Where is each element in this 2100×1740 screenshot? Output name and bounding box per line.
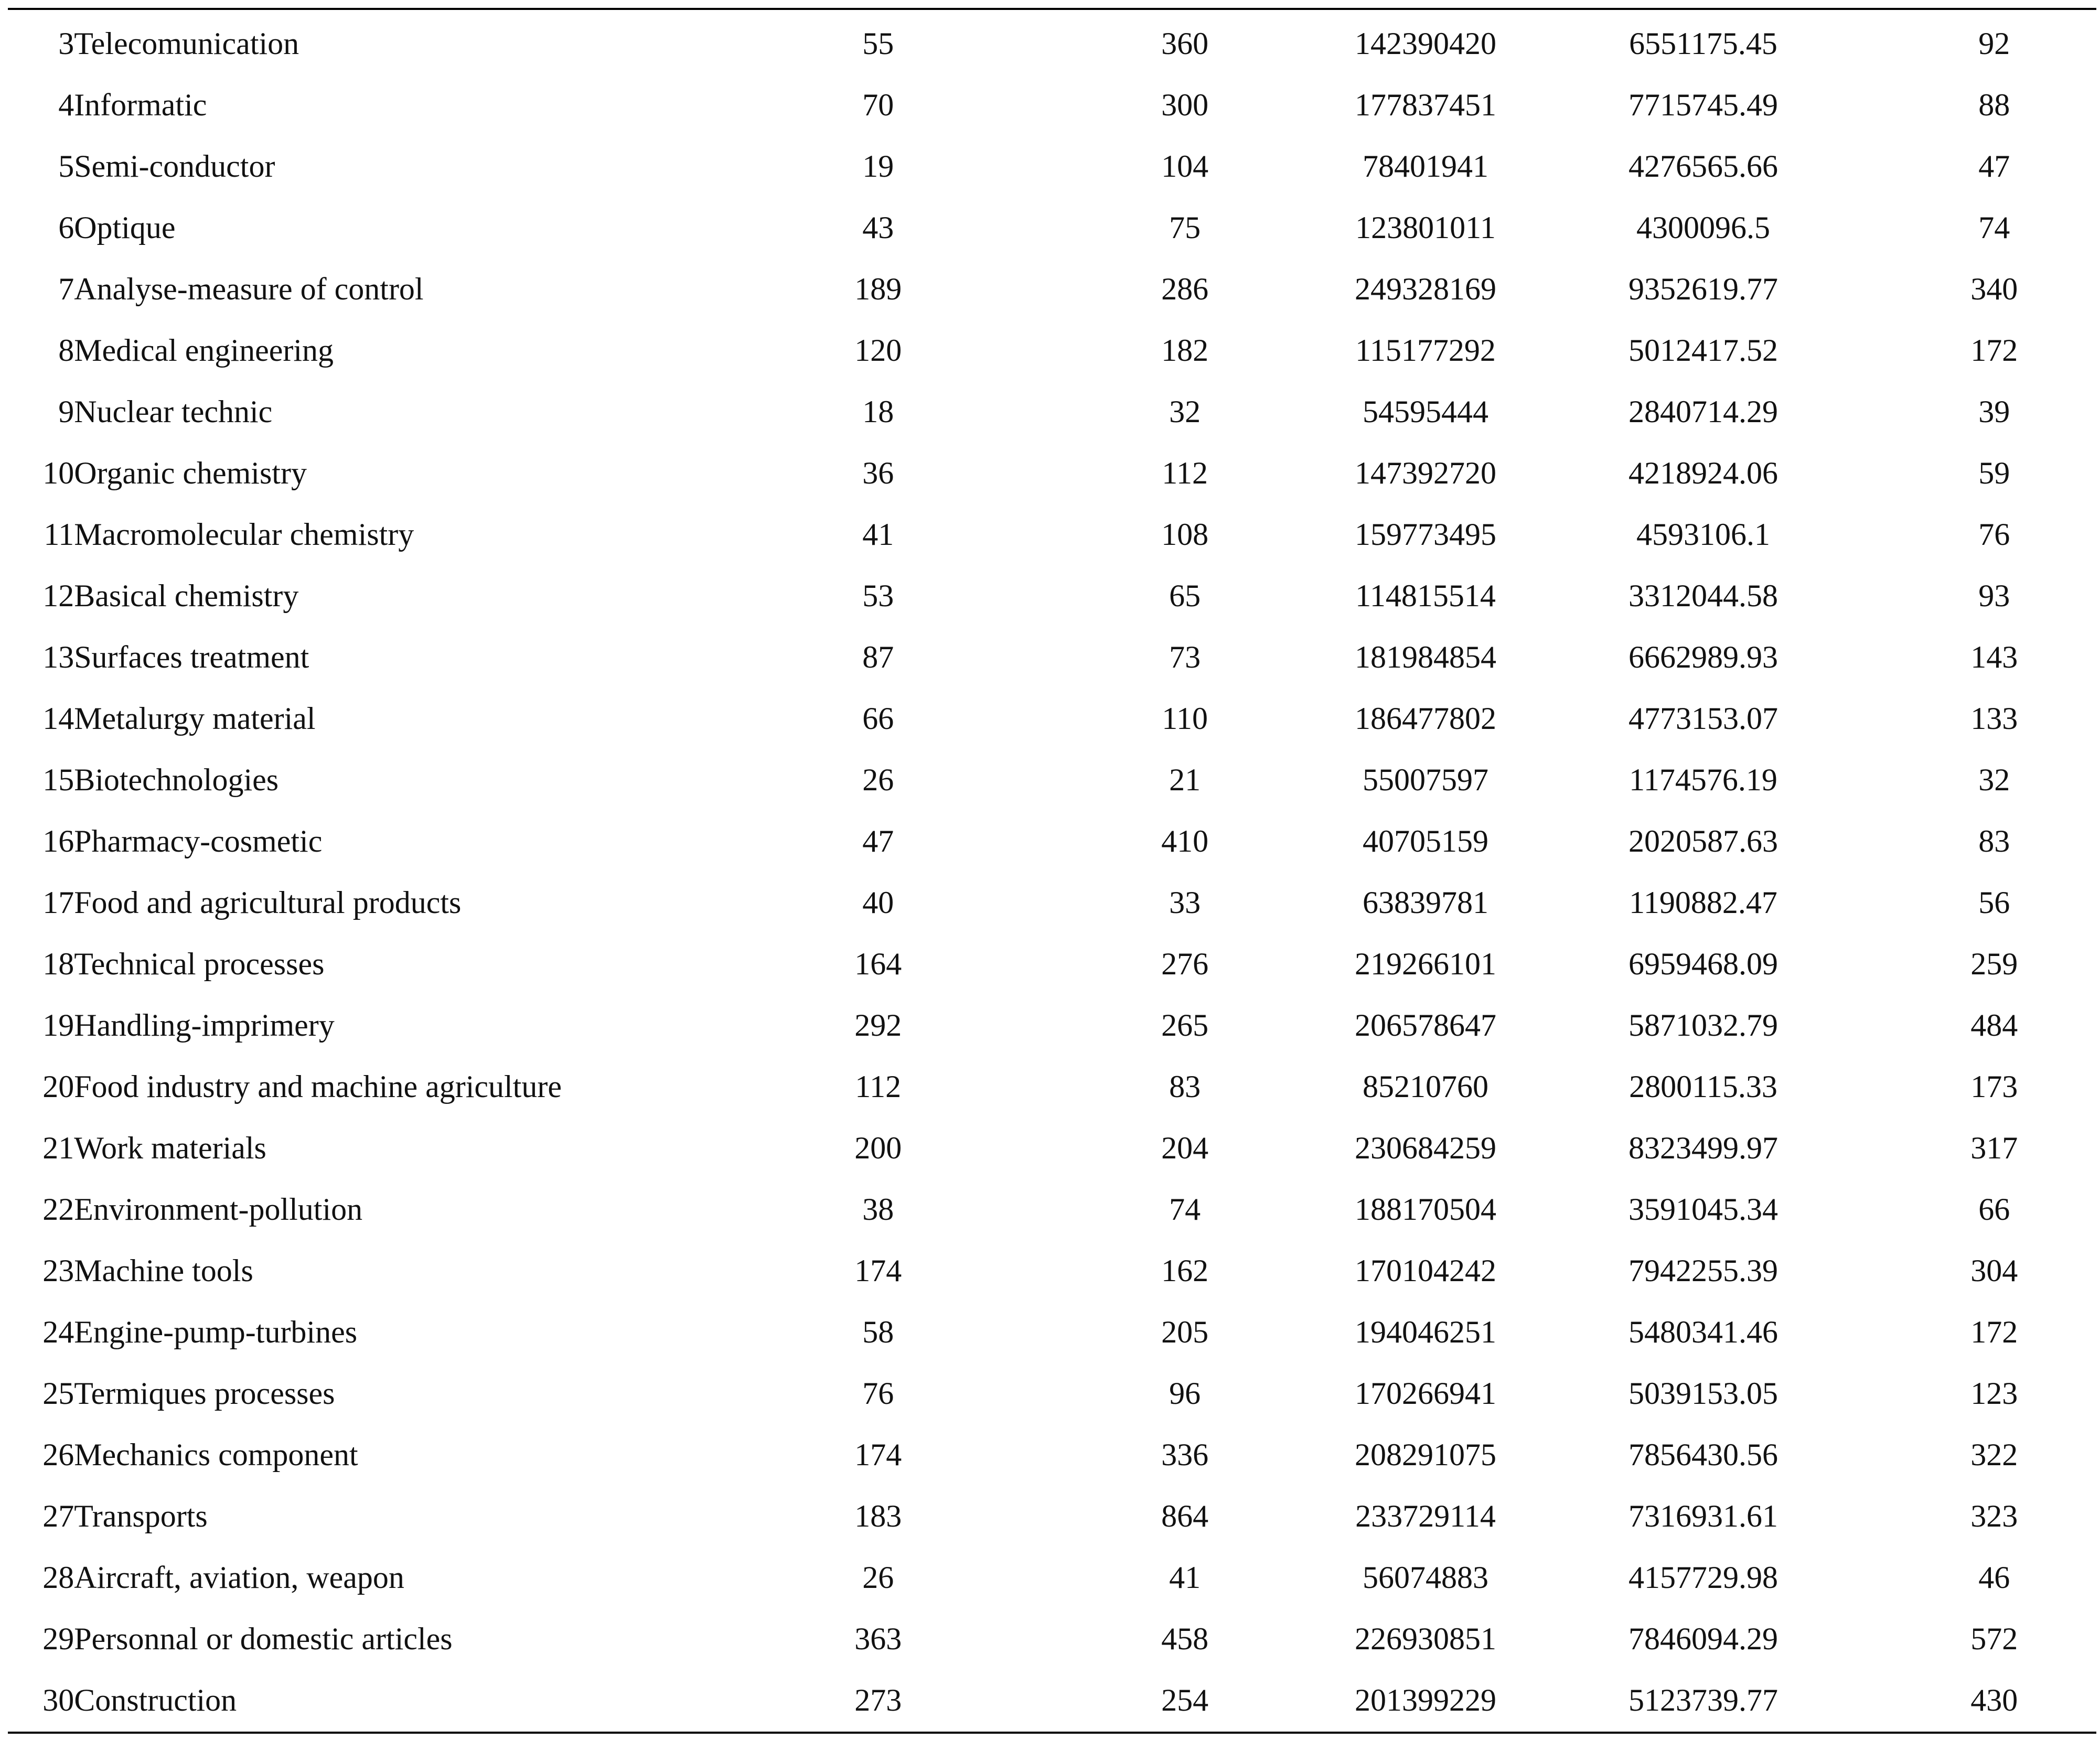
value-col-3-cell: 40705159 [1363, 823, 1489, 858]
sector-name-cell: Organic chemistry [74, 455, 307, 490]
value-col-3-cell: 206578647 [1355, 1007, 1497, 1043]
value-col-4-cell: 5123739.77 [1628, 1682, 1778, 1717]
row-index-cell: 5 [58, 148, 74, 184]
row-index-cell: 15 [42, 762, 74, 797]
row-index-cell: 27 [42, 1498, 74, 1533]
value-col-3-cell: 123801011 [1355, 210, 1496, 245]
row-index-cell: 4 [58, 87, 74, 122]
row-index-cell: 9 [58, 394, 74, 429]
table-row [0, 565, 2100, 626]
table-row [0, 1362, 2100, 1424]
value-col-5-cell: 47 [1978, 148, 2010, 184]
value-col-4-cell: 2020587.63 [1628, 823, 1778, 858]
value-col-3-cell: 142390420 [1355, 26, 1497, 61]
table-row [0, 442, 2100, 503]
row-index-cell: 14 [42, 701, 74, 736]
sector-name-cell: Aircraft, aviation, weapon [74, 1560, 404, 1595]
row-index-cell: 21 [42, 1130, 74, 1165]
value-col-2-cell: 32 [1169, 394, 1201, 429]
value-col-3-cell: 186477802 [1355, 701, 1497, 736]
value-col-2-cell: 410 [1161, 823, 1209, 858]
value-col-5-cell: 46 [1978, 1560, 2010, 1595]
row-index-cell: 18 [42, 946, 74, 981]
value-col-4-cell: 6551175.45 [1629, 26, 1777, 61]
sector-name-cell: Machine tools [74, 1253, 253, 1288]
value-col-1-cell: 273 [854, 1682, 902, 1717]
value-col-4-cell: 6959468.09 [1628, 946, 1778, 981]
sector-name-cell: Technical processes [74, 946, 325, 981]
value-col-5-cell: 93 [1978, 578, 2010, 613]
row-index-cell: 24 [42, 1314, 74, 1349]
value-col-4-cell: 7846094.29 [1628, 1621, 1778, 1656]
table-row [0, 1240, 2100, 1301]
value-col-1-cell: 87 [862, 639, 894, 674]
value-col-1-cell: 38 [862, 1191, 894, 1227]
value-col-2-cell: 204 [1161, 1130, 1209, 1165]
row-index-cell: 10 [42, 455, 74, 490]
sector-name-cell: Pharmacy-cosmetic [74, 823, 323, 858]
value-col-5-cell: 32 [1978, 762, 2010, 797]
value-col-3-cell: 226930851 [1355, 1621, 1497, 1656]
value-col-5-cell: 572 [1970, 1621, 2018, 1656]
value-col-1-cell: 47 [862, 823, 894, 858]
value-col-1-cell: 36 [862, 455, 894, 490]
value-col-5-cell: 323 [1970, 1498, 2018, 1533]
value-col-1-cell: 112 [855, 1069, 902, 1104]
value-col-1-cell: 19 [862, 148, 894, 184]
table-row [0, 1117, 2100, 1178]
value-col-4-cell: 7942255.39 [1628, 1253, 1778, 1288]
value-col-4-cell: 5039153.05 [1628, 1376, 1778, 1411]
sector-name-cell: Food industry and machine agriculture [74, 1069, 562, 1104]
value-col-4-cell: 4593106.1 [1636, 517, 1770, 552]
value-col-4-cell: 4300096.5 [1636, 210, 1770, 245]
value-col-2-cell: 74 [1169, 1191, 1201, 1227]
row-index-cell: 8 [58, 332, 74, 368]
table-row [0, 1178, 2100, 1240]
value-col-4-cell: 7856430.56 [1628, 1437, 1778, 1472]
value-col-5-cell: 83 [1978, 823, 2010, 858]
value-col-2-cell: 205 [1161, 1314, 1209, 1349]
value-col-3-cell: 219266101 [1355, 946, 1497, 981]
value-col-3-cell: 170104242 [1355, 1253, 1497, 1288]
value-col-3-cell: 159773495 [1355, 517, 1497, 552]
value-col-1-cell: 164 [854, 946, 902, 981]
value-col-1-cell: 40 [862, 885, 894, 920]
value-col-3-cell: 208291075 [1355, 1437, 1497, 1472]
value-col-3-cell: 115177292 [1355, 332, 1496, 368]
value-col-3-cell: 177837451 [1355, 87, 1497, 122]
table-row [0, 810, 2100, 872]
value-col-4-cell: 4276565.66 [1628, 148, 1778, 184]
value-col-1-cell: 18 [862, 394, 894, 429]
value-col-5-cell: 304 [1970, 1253, 2018, 1288]
value-col-5-cell: 56 [1978, 885, 2010, 920]
value-col-1-cell: 58 [862, 1314, 894, 1349]
value-col-4-cell: 5871032.79 [1628, 1007, 1778, 1043]
value-col-5-cell: 172 [1970, 332, 2018, 368]
value-col-1-cell: 26 [862, 762, 894, 797]
value-col-5-cell: 317 [1970, 1130, 2018, 1165]
value-col-4-cell: 7316931.61 [1628, 1498, 1778, 1533]
table-row [0, 933, 2100, 994]
row-index-cell: 13 [42, 639, 74, 674]
table-row [0, 1301, 2100, 1362]
table-row [0, 381, 2100, 442]
value-col-3-cell: 188170504 [1355, 1191, 1497, 1227]
value-col-2-cell: 112 [1162, 455, 1208, 490]
value-col-5-cell: 430 [1970, 1682, 2018, 1717]
sector-name-cell: Telecomunication [74, 26, 299, 61]
value-col-5-cell: 259 [1970, 946, 2018, 981]
value-col-1-cell: 120 [854, 332, 902, 368]
table-row [0, 994, 2100, 1056]
value-col-2-cell: 458 [1161, 1621, 1209, 1656]
value-col-1-cell: 41 [862, 517, 894, 552]
row-index-cell: 3 [58, 26, 74, 61]
sector-name-cell: Food and agricultural products [74, 885, 462, 920]
value-col-3-cell: 114815514 [1355, 578, 1496, 613]
value-col-5-cell: 88 [1978, 87, 2010, 122]
row-index-cell: 7 [58, 271, 74, 306]
value-col-2-cell: 96 [1169, 1376, 1201, 1411]
table-row [0, 688, 2100, 749]
value-col-3-cell: 230684259 [1355, 1130, 1497, 1165]
value-col-4-cell: 7715745.49 [1628, 87, 1778, 122]
sector-name-cell: Analyse-measure of control [74, 271, 424, 306]
sector-name-cell: Engine-pump-turbines [74, 1314, 358, 1349]
value-col-3-cell: 85210760 [1363, 1069, 1489, 1104]
value-col-2-cell: 254 [1161, 1682, 1209, 1717]
value-col-3-cell: 78401941 [1363, 148, 1489, 184]
table-row [0, 626, 2100, 688]
sector-name-cell: Termiques processes [74, 1376, 335, 1411]
value-col-5-cell: 172 [1970, 1314, 2018, 1349]
value-col-2-cell: 300 [1161, 87, 1209, 122]
value-col-2-cell: 336 [1161, 1437, 1209, 1472]
value-col-4-cell: 9352619.77 [1628, 271, 1778, 306]
top-rule [8, 8, 2096, 10]
value-col-3-cell: 56074883 [1363, 1560, 1489, 1595]
value-col-4-cell: 2840714.29 [1628, 394, 1778, 429]
value-col-5-cell: 59 [1978, 455, 2010, 490]
sector-name-cell: Basical chemistry [74, 578, 299, 613]
value-col-3-cell: 181984854 [1355, 639, 1497, 674]
value-col-3-cell: 63839781 [1363, 885, 1489, 920]
row-index-cell: 19 [42, 1007, 74, 1043]
value-col-2-cell: 33 [1169, 885, 1201, 920]
value-col-4-cell: 5480341.46 [1628, 1314, 1778, 1349]
sector-name-cell: Optique [74, 210, 176, 245]
value-col-2-cell: 65 [1169, 578, 1201, 613]
value-col-1-cell: 26 [862, 1560, 894, 1595]
value-col-1-cell: 66 [862, 701, 894, 736]
sector-name-cell: Surfaces treatment [74, 639, 309, 674]
table-row [0, 749, 2100, 810]
value-col-2-cell: 21 [1169, 762, 1201, 797]
value-col-3-cell: 147392720 [1355, 455, 1497, 490]
sector-name-cell: Environment-pollution [74, 1191, 363, 1227]
value-col-5-cell: 76 [1978, 517, 2010, 552]
table-row [0, 258, 2100, 319]
value-col-5-cell: 74 [1978, 210, 2010, 245]
row-index-cell: 16 [42, 823, 74, 858]
value-col-5-cell: 340 [1970, 271, 2018, 306]
value-col-2-cell: 360 [1161, 26, 1209, 61]
value-col-1-cell: 174 [854, 1253, 902, 1288]
table-row [0, 1424, 2100, 1485]
sector-name-cell: Transports [74, 1498, 208, 1533]
sector-name-cell: Handling-imprimery [74, 1007, 335, 1043]
row-index-cell: 26 [42, 1437, 74, 1472]
value-col-4-cell: 3312044.58 [1628, 578, 1778, 613]
value-col-2-cell: 104 [1161, 148, 1209, 184]
value-col-5-cell: 143 [1970, 639, 2018, 674]
table-row [0, 1669, 2100, 1731]
value-col-1-cell: 363 [854, 1621, 902, 1656]
value-col-1-cell: 70 [862, 87, 894, 122]
sector-name-cell: Informatic [74, 87, 207, 122]
value-col-5-cell: 173 [1970, 1069, 2018, 1104]
sector-name-cell: Biotechnologies [74, 762, 279, 797]
value-col-3-cell: 201399229 [1355, 1682, 1497, 1717]
row-index-cell: 17 [42, 885, 74, 920]
row-index-cell: 29 [42, 1621, 74, 1656]
sector-name-cell: Metalurgy material [74, 701, 316, 736]
row-index-cell: 28 [42, 1560, 74, 1595]
row-index-cell: 23 [42, 1253, 74, 1288]
table-row [0, 74, 2100, 135]
row-index-cell: 25 [42, 1376, 74, 1411]
value-col-3-cell: 249328169 [1355, 271, 1497, 306]
row-index-cell: 30 [42, 1682, 74, 1717]
sector-name-cell: Work materials [74, 1130, 266, 1165]
sector-name-cell: Semi-conductor [74, 148, 275, 184]
value-col-1-cell: 189 [854, 271, 902, 306]
value-col-1-cell: 53 [862, 578, 894, 613]
value-col-1-cell: 55 [862, 26, 894, 61]
value-col-5-cell: 133 [1970, 701, 2018, 736]
value-col-5-cell: 484 [1970, 1007, 2018, 1043]
value-col-4-cell: 4157729.98 [1628, 1560, 1778, 1595]
table-row [0, 135, 2100, 197]
sector-name-cell: Construction [74, 1682, 237, 1717]
value-col-2-cell: 265 [1161, 1007, 1209, 1043]
value-col-2-cell: 162 [1161, 1253, 1209, 1288]
sector-name-cell: Personnal or domestic articles [74, 1621, 453, 1656]
table-body [0, 13, 2100, 1731]
value-col-4-cell: 5012417.52 [1628, 332, 1778, 368]
value-col-1-cell: 174 [854, 1437, 902, 1472]
row-index-cell: 22 [42, 1191, 74, 1227]
value-col-3-cell: 194046251 [1355, 1314, 1497, 1349]
value-col-2-cell: 864 [1161, 1498, 1209, 1533]
value-col-4-cell: 1190882.47 [1629, 885, 1777, 920]
value-col-4-cell: 8323499.97 [1628, 1130, 1778, 1165]
value-col-3-cell: 170266941 [1355, 1376, 1497, 1411]
value-col-4-cell: 3591045.34 [1628, 1191, 1778, 1227]
value-col-1-cell: 183 [854, 1498, 902, 1533]
table-row [0, 319, 2100, 381]
value-col-5-cell: 66 [1978, 1191, 2010, 1227]
value-col-4-cell: 4218924.06 [1628, 455, 1778, 490]
value-col-3-cell: 55007597 [1363, 762, 1489, 797]
value-col-4-cell: 6662989.93 [1628, 639, 1778, 674]
value-col-2-cell: 276 [1161, 946, 1209, 981]
value-col-5-cell: 322 [1970, 1437, 2018, 1472]
table-row [0, 197, 2100, 258]
sector-name-cell: Mechanics component [74, 1437, 358, 1472]
value-col-4-cell: 2800115.33 [1629, 1069, 1777, 1104]
value-col-2-cell: 108 [1161, 517, 1209, 552]
table-row [0, 13, 2100, 74]
row-index-cell: 6 [58, 210, 74, 245]
row-index-cell: 11 [44, 517, 74, 552]
table-row [0, 872, 2100, 933]
value-col-2-cell: 83 [1169, 1069, 1201, 1104]
table-row [0, 1056, 2100, 1117]
table-row [0, 1485, 2100, 1546]
value-col-4-cell: 4773153.07 [1628, 701, 1778, 736]
sector-name-cell: Nuclear technic [74, 394, 273, 429]
row-index-cell: 20 [42, 1069, 74, 1104]
value-col-5-cell: 92 [1978, 26, 2010, 61]
value-col-1-cell: 76 [862, 1376, 894, 1411]
value-col-3-cell: 54595444 [1363, 394, 1489, 429]
value-col-2-cell: 73 [1169, 639, 1201, 674]
sector-name-cell: Medical engineering [74, 332, 334, 368]
bottom-rule [8, 1732, 2096, 1734]
table-row [0, 503, 2100, 565]
value-col-1-cell: 292 [854, 1007, 902, 1043]
data-table [0, 13, 2100, 1731]
value-col-1-cell: 200 [854, 1130, 902, 1165]
value-col-1-cell: 43 [862, 210, 894, 245]
table-row [0, 1546, 2100, 1608]
table-row [0, 1608, 2100, 1669]
value-col-2-cell: 182 [1161, 332, 1209, 368]
value-col-5-cell: 39 [1978, 394, 2010, 429]
value-col-5-cell: 123 [1970, 1376, 2018, 1411]
sector-name-cell: Macromolecular chemistry [74, 517, 414, 552]
row-index-cell: 12 [42, 578, 74, 613]
value-col-2-cell: 110 [1162, 701, 1208, 736]
value-col-2-cell: 41 [1169, 1560, 1201, 1595]
value-col-4-cell: 1174576.19 [1629, 762, 1777, 797]
value-col-2-cell: 75 [1169, 210, 1201, 245]
value-col-3-cell: 233729114 [1355, 1498, 1496, 1533]
value-col-2-cell: 286 [1161, 271, 1209, 306]
